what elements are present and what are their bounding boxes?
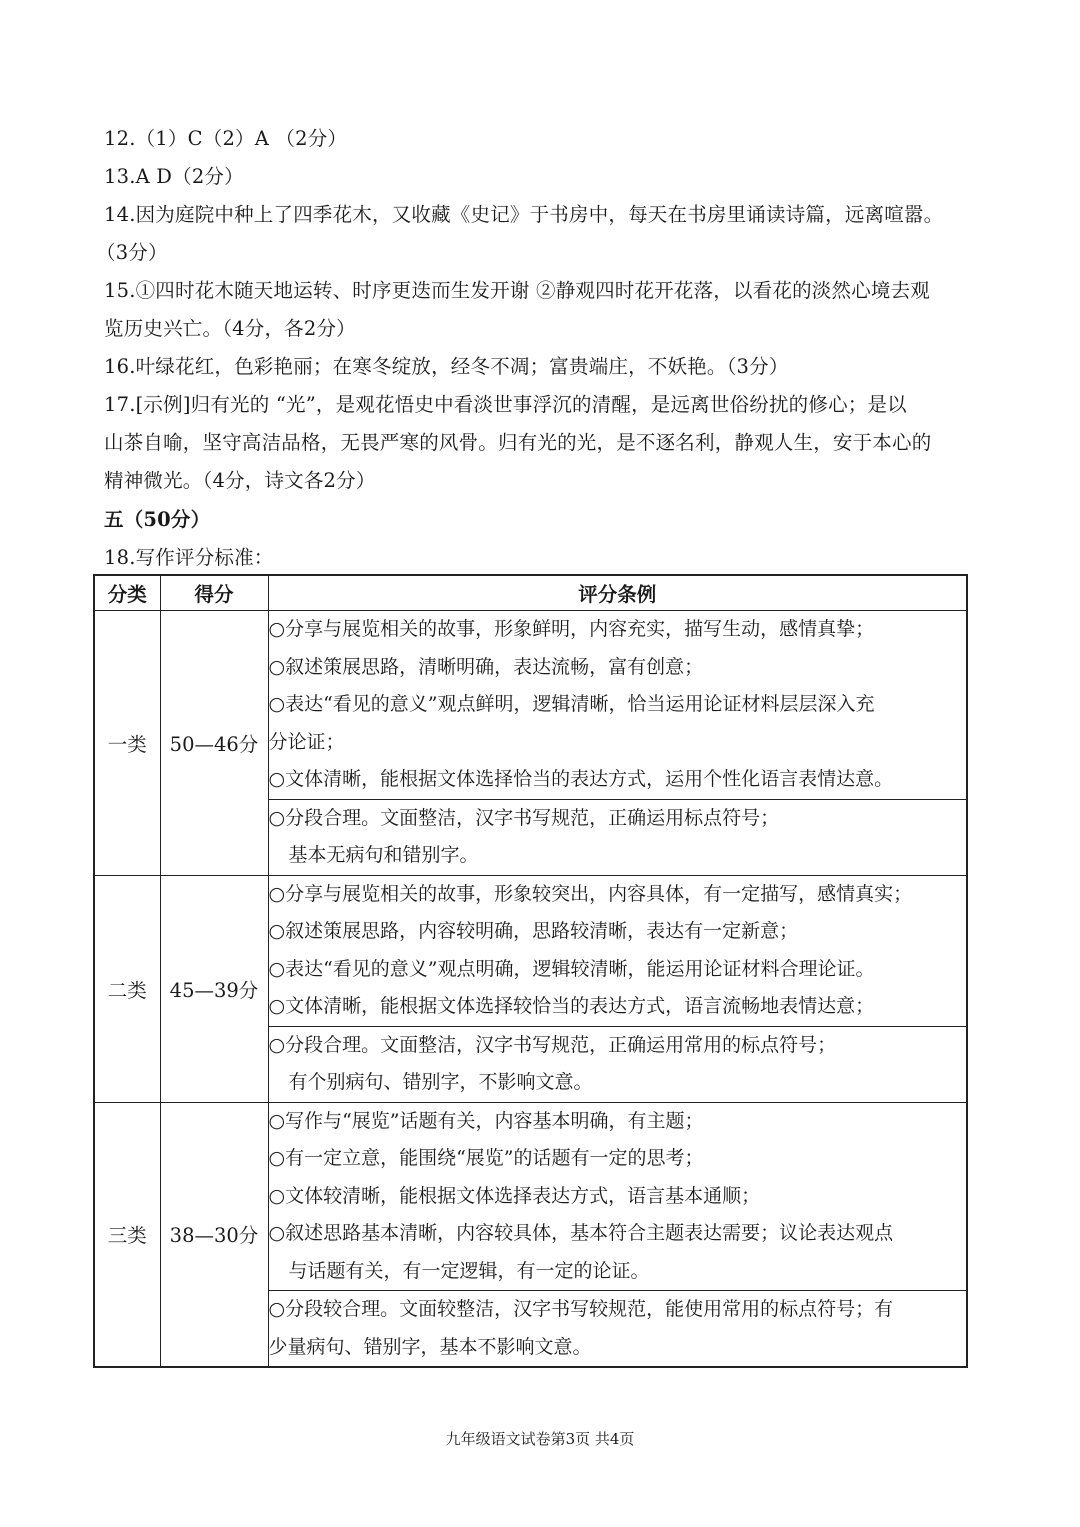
criteria-item: ○文体清晰，能根据文体选择恰当的表达方式，运用个性化语言表情达意。 <box>268 768 894 790</box>
criteria-item: ○表达“看见的意义”观点鲜明，逻辑清晰，恰当运用论证材料层层深入充 <box>268 693 875 715</box>
criteria-item: 有个别病句、错别字，不影响文意。 <box>288 1071 593 1093</box>
answer-14-line2: （3分） <box>96 241 168 264</box>
table-row <box>94 1102 967 1291</box>
criteria-item: ○叙述策展思路，内容较明确，思路较清晰，表达有一定新意； <box>268 920 799 942</box>
answer-12: 12.（1）C（2）A （2分） <box>104 127 348 150</box>
answer-15-line1: 15.①四时花木随天地运转、时序更迭而生发开谢 ②静观四时花开花落，以看花的淡然心境去观 <box>104 279 931 302</box>
criteria-item: ○分享与展览相关的故事，形象鲜明，内容充实，描写生动，感情真挚； <box>268 618 875 640</box>
criteria-item: 基本无病句和错别字。 <box>288 844 479 866</box>
criteria-item: ○文体较清晰，能根据文体选择表达方式，语言基本通顺； <box>268 1184 761 1207</box>
header-category: 分类 <box>94 575 160 611</box>
criteria-item: ○分段较合理。文面较整洁，汉字书写较规范，能使用常用的标点符号；有 <box>268 1298 894 1320</box>
criteria-form-cell <box>268 1026 967 1102</box>
score-cell: 45—39分 <box>160 875 268 1102</box>
table-row <box>94 611 967 800</box>
answer-17-line3: 精神微光。（4分，诗文各2分） <box>104 469 376 492</box>
criteria-content-cell <box>268 611 967 800</box>
table-row <box>94 875 967 1026</box>
answer-13: 13.A D（2分） <box>104 165 244 188</box>
criteria-item: 分论证； <box>268 730 345 753</box>
page-footer: 九年级语文试卷第3页 共4页 <box>445 1430 635 1448</box>
criteria-item: ○写作与“展览”话题有关，内容基本明确，有主题； <box>268 1109 704 1132</box>
criteria-item: ○文体清晰，能根据文体选择较恰当的表达方式，语言流畅地表情达意； <box>268 995 875 1017</box>
answer-17-line2: 山茶自喻，坚守高洁品格，无畏严寒的风骨。归有光的光，是不逐名利，静观人生，安于本心的 <box>104 431 932 454</box>
category-cell: 一类 <box>94 611 160 876</box>
header-score: 得分 <box>160 575 268 611</box>
criteria-item: ○分段合理。文面整洁，汉字书写规范，正确运用常用的标点符号； <box>268 1033 837 1056</box>
criteria-item: ○分段合理。文面整洁，汉字书写规范，正确运用标点符号； <box>268 806 780 829</box>
criteria-item: ○叙述策展思路，清晰明确，表达流畅，富有创意； <box>268 655 704 678</box>
criteria-item: ○分享与展览相关的故事，形象较突出，内容具体，有一定描写，感情真实； <box>268 882 913 905</box>
answer-16: 16.叶绿花红，色彩艳丽；在寒冬绽放，经冬不凋；富贵端庄，不妖艳。（3分） <box>104 355 789 378</box>
criteria-form-cell <box>268 1291 967 1368</box>
criteria-item: ○有一定立意，能围绕“展览”的话题有一定的思考； <box>268 1147 704 1169</box>
scoring-table <box>93 574 968 1368</box>
criteria-content-cell <box>268 1102 967 1291</box>
category-cell: 二类 <box>94 875 160 1102</box>
score-cell: 38—30分 <box>160 1102 268 1367</box>
writing-criteria-title: 18.写作评分标准： <box>104 546 274 569</box>
criteria-item: ○叙述思路基本清晰，内容较具体，基本符合主题表达需要；议论表达观点 <box>268 1222 894 1244</box>
criteria-content-cell <box>268 875 967 1026</box>
criteria-item: ○表达“看见的意义”观点明确，逻辑较清晰，能运用论证材料合理论证。 <box>268 957 875 980</box>
category-cell: 三类 <box>94 1102 160 1367</box>
criteria-item: 少量病句、错别字，基本不影响文意。 <box>268 1335 592 1358</box>
answer-17-line1: 17.[示例]归有光的 “光”，是观花悟史中看淡世事浮沉的清醒，是远离世俗纷扰的修心；是以 <box>104 393 907 416</box>
score-cell: 50—46分 <box>160 611 268 876</box>
answer-14-line1: 14.因为庭院中种上了四季花木，又收藏《史记》于书房中，每天在书房里诵读诗篇，远离喧嚣。 <box>104 203 944 226</box>
section-title: 五（50分） <box>104 508 211 531</box>
header-criteria: 评分条例 <box>268 575 967 611</box>
answer-15-line2: 览历史兴亡。（4分，各2分） <box>104 317 356 340</box>
criteria-form-cell <box>268 799 967 875</box>
criteria-item: 与话题有关，有一定逻辑，有一定的论证。 <box>288 1259 650 1282</box>
table-header-row <box>94 575 967 611</box>
